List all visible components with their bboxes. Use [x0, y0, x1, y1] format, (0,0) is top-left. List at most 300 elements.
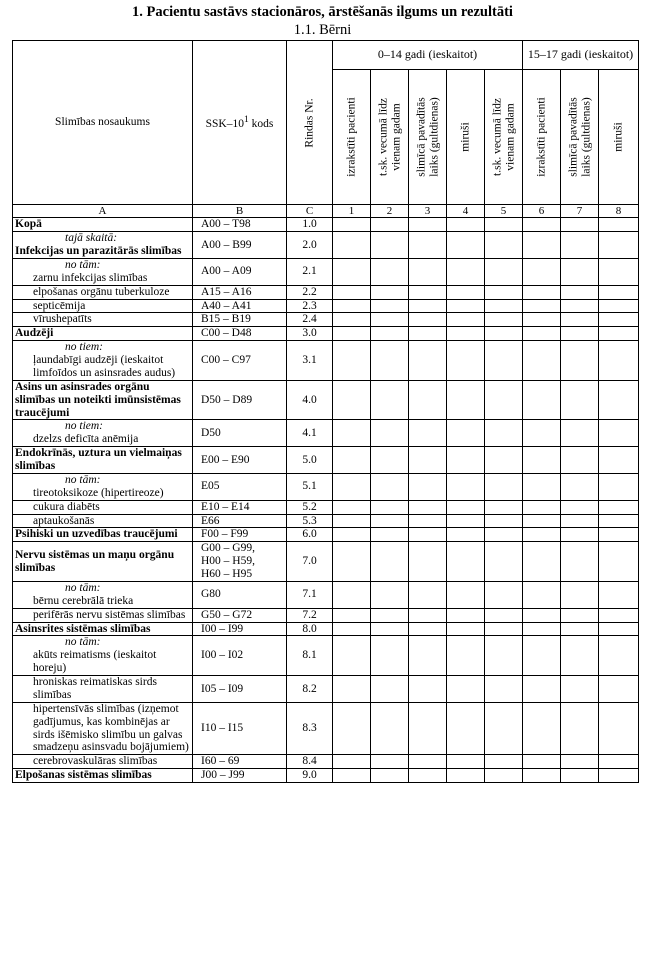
data-entry-cell[interactable] — [409, 327, 447, 341]
data-entry-cell[interactable] — [599, 608, 639, 622]
data-entry-cell[interactable] — [561, 702, 599, 755]
table-row — [13, 755, 639, 769]
table-row — [13, 313, 639, 327]
disease-name: dzelzs deficīta anēmija — [33, 433, 139, 446]
data-entry-cell[interactable] — [333, 447, 371, 474]
data-entry-cell[interactable] — [485, 380, 523, 420]
data-entry-cell[interactable] — [447, 447, 485, 474]
data-entry-cell[interactable] — [333, 702, 371, 755]
data-entry-cell[interactable] — [447, 341, 485, 381]
data-entry-cell[interactable] — [371, 676, 409, 703]
data-entry-cell[interactable] — [599, 285, 639, 299]
disease-name: Kopā — [15, 218, 42, 231]
data-entry-cell[interactable] — [371, 380, 409, 420]
data-entry-cell[interactable] — [333, 313, 371, 327]
icd-code-cell: A00 – A09 — [193, 258, 287, 285]
statistics-table — [12, 40, 639, 783]
data-entry-cell[interactable] — [409, 473, 447, 500]
row-number-cell: 7.0 — [287, 542, 333, 582]
data-entry-cell[interactable] — [485, 702, 523, 755]
data-entry-cell[interactable] — [409, 581, 447, 608]
data-entry-cell[interactable] — [485, 420, 523, 447]
data-entry-cell[interactable] — [333, 769, 371, 783]
data-entry-cell[interactable] — [561, 608, 599, 622]
data-entry-cell[interactable] — [523, 581, 561, 608]
disease-name-cell — [13, 542, 193, 582]
data-entry-cell[interactable] — [599, 581, 639, 608]
table-row — [13, 500, 639, 514]
table-row — [13, 447, 639, 474]
data-entry-cell[interactable] — [599, 313, 639, 327]
data-entry-cell[interactable] — [523, 500, 561, 514]
header-col-label: izrakstīti pacienti — [535, 97, 548, 177]
data-entry-cell[interactable] — [409, 299, 447, 313]
data-entry-cell[interactable] — [447, 299, 485, 313]
data-entry-cell[interactable] — [447, 232, 485, 259]
icd-code-cell: G80 — [193, 581, 287, 608]
data-entry-cell[interactable] — [485, 327, 523, 341]
data-entry-cell[interactable] — [599, 232, 639, 259]
data-entry-cell[interactable] — [409, 636, 447, 676]
column-number: 3 — [409, 205, 447, 218]
data-entry-cell[interactable] — [333, 380, 371, 420]
data-entry-cell[interactable] — [523, 420, 561, 447]
data-entry-cell[interactable] — [485, 636, 523, 676]
data-entry-cell[interactable] — [523, 232, 561, 259]
data-entry-cell[interactable] — [523, 258, 561, 285]
data-entry-cell[interactable] — [447, 581, 485, 608]
data-entry-cell[interactable] — [409, 447, 447, 474]
data-entry-cell[interactable] — [523, 313, 561, 327]
icd-code-cell: E00 – E90 — [193, 447, 287, 474]
data-entry-cell[interactable] — [409, 702, 447, 755]
data-entry-cell[interactable] — [447, 636, 485, 676]
icd-code-cell: A15 – A16 — [193, 285, 287, 299]
data-entry-cell[interactable] — [561, 528, 599, 542]
data-entry-cell[interactable] — [523, 341, 561, 381]
data-entry-cell[interactable] — [371, 447, 409, 474]
data-entry-cell[interactable] — [333, 327, 371, 341]
data-entry-cell[interactable] — [409, 380, 447, 420]
data-entry-cell[interactable] — [523, 636, 561, 676]
data-entry-cell[interactable] — [523, 702, 561, 755]
data-entry-cell[interactable] — [333, 299, 371, 313]
data-entry-cell[interactable] — [485, 299, 523, 313]
data-entry-cell[interactable] — [599, 447, 639, 474]
data-entry-cell[interactable] — [485, 622, 523, 636]
data-entry-cell[interactable] — [599, 218, 639, 232]
data-entry-cell[interactable] — [599, 258, 639, 285]
data-entry-cell[interactable] — [409, 514, 447, 528]
header-col-2 — [371, 70, 409, 205]
data-entry-cell[interactable] — [523, 299, 561, 313]
header-col-label: izrakstīti pacienti — [345, 97, 358, 177]
icd-code-cell: C00 – C97 — [193, 341, 287, 381]
icd-code-cell: A40 – A41 — [193, 299, 287, 313]
data-entry-cell[interactable] — [371, 528, 409, 542]
icd-code-cell: D50 – D89 — [193, 380, 287, 420]
disease-name-cell — [13, 473, 193, 500]
data-entry-cell[interactable] — [485, 514, 523, 528]
data-entry-cell[interactable] — [333, 608, 371, 622]
data-entry-cell[interactable] — [561, 500, 599, 514]
data-entry-cell[interactable] — [409, 528, 447, 542]
data-entry-cell[interactable] — [599, 327, 639, 341]
table-row — [13, 420, 639, 447]
data-entry-cell[interactable] — [485, 769, 523, 783]
data-entry-cell[interactable] — [561, 341, 599, 381]
data-entry-cell[interactable] — [447, 420, 485, 447]
data-entry-cell[interactable] — [485, 676, 523, 703]
data-entry-cell[interactable] — [333, 622, 371, 636]
data-entry-cell[interactable] — [561, 542, 599, 582]
data-entry-cell[interactable] — [371, 420, 409, 447]
header-col-7 — [561, 70, 599, 205]
data-entry-cell[interactable] — [523, 755, 561, 769]
data-entry-cell[interactable] — [599, 341, 639, 381]
row-number-cell: 2.2 — [287, 285, 333, 299]
table-row — [13, 542, 639, 582]
data-entry-cell[interactable] — [523, 447, 561, 474]
header-name: Slimības nosaukums — [13, 41, 193, 205]
disease-name: ļaundabīgi audzēji (ieskaitot limfoīdos un asinsrades audus) — [33, 354, 176, 379]
data-entry-cell[interactable] — [447, 608, 485, 622]
data-entry-cell[interactable] — [409, 676, 447, 703]
data-entry-cell[interactable] — [485, 341, 523, 381]
data-entry-cell[interactable] — [561, 232, 599, 259]
data-entry-cell[interactable] — [561, 313, 599, 327]
icd-code-cell: A00 – T98 — [193, 218, 287, 232]
data-entry-cell[interactable] — [371, 218, 409, 232]
data-entry-cell[interactable] — [447, 380, 485, 420]
data-entry-cell[interactable] — [447, 285, 485, 299]
data-entry-cell[interactable] — [561, 218, 599, 232]
data-entry-cell[interactable] — [523, 473, 561, 500]
column-number: 4 — [447, 205, 485, 218]
data-entry-cell[interactable] — [409, 232, 447, 259]
disease-name-cell — [13, 676, 193, 703]
table-row — [13, 608, 639, 622]
data-entry-cell[interactable] — [371, 702, 409, 755]
disease-name: cerebrovaskulāras slimības — [33, 755, 158, 768]
column-number: 5 — [485, 205, 523, 218]
data-entry-cell[interactable] — [485, 608, 523, 622]
data-entry-cell[interactable] — [371, 755, 409, 769]
icd-code-cell: I00 – I02 — [193, 636, 287, 676]
disease-name: septicēmija — [33, 299, 86, 312]
data-entry-cell[interactable] — [599, 702, 639, 755]
data-entry-cell[interactable] — [561, 676, 599, 703]
data-entry-cell[interactable] — [523, 608, 561, 622]
disease-name-cell — [13, 500, 193, 514]
data-entry-cell[interactable] — [561, 622, 599, 636]
data-entry-cell[interactable] — [333, 755, 371, 769]
data-entry-cell[interactable] — [447, 755, 485, 769]
data-entry-cell[interactable] — [561, 380, 599, 420]
data-entry-cell[interactable] — [409, 420, 447, 447]
header-col-label: slimīcā pavadītās laiks (gultdienas) — [414, 97, 440, 177]
column-number: 6 — [523, 205, 561, 218]
data-entry-cell[interactable] — [523, 676, 561, 703]
data-entry-cell[interactable] — [561, 769, 599, 783]
data-entry-cell[interactable] — [485, 232, 523, 259]
data-entry-cell[interactable] — [371, 622, 409, 636]
data-entry-cell[interactable] — [409, 769, 447, 783]
row-number-cell: 2.1 — [287, 258, 333, 285]
data-entry-cell[interactable] — [561, 285, 599, 299]
data-entry-cell[interactable] — [371, 341, 409, 381]
disease-name: perifērās nervu sistēmas slimības — [33, 608, 186, 621]
icd-code-cell: J00 – J99 — [193, 769, 287, 783]
data-entry-cell[interactable] — [599, 380, 639, 420]
data-entry-cell[interactable] — [599, 636, 639, 676]
icd-code-cell: B15 – B19 — [193, 313, 287, 327]
disease-name-cell — [13, 327, 193, 341]
icd-code-cell: I60 – 69 — [193, 755, 287, 769]
data-entry-cell[interactable] — [333, 285, 371, 299]
data-entry-cell[interactable] — [485, 313, 523, 327]
data-entry-cell[interactable] — [333, 420, 371, 447]
data-entry-cell[interactable] — [447, 702, 485, 755]
data-entry-cell[interactable] — [599, 299, 639, 313]
data-entry-cell[interactable] — [523, 285, 561, 299]
data-entry-cell[interactable] — [447, 313, 485, 327]
column-number: 1 — [333, 205, 371, 218]
data-entry-cell[interactable] — [447, 542, 485, 582]
row-note: no tām: — [65, 581, 101, 594]
table-row — [13, 341, 639, 381]
data-entry-cell[interactable] — [333, 528, 371, 542]
data-entry-cell[interactable] — [523, 542, 561, 582]
row-number-cell: 3.1 — [287, 341, 333, 381]
icd-code-cell: G50 – G72 — [193, 608, 287, 622]
data-entry-cell[interactable] — [333, 473, 371, 500]
data-entry-cell[interactable] — [409, 542, 447, 582]
data-entry-cell[interactable] — [333, 636, 371, 676]
table-row — [13, 676, 639, 703]
data-entry-cell[interactable] — [333, 514, 371, 528]
data-entry-cell[interactable] — [561, 636, 599, 676]
disease-name: zarnu infekcijas slimības — [33, 271, 148, 284]
data-entry-cell[interactable] — [561, 581, 599, 608]
table-row — [13, 581, 639, 608]
data-entry-cell[interactable] — [485, 447, 523, 474]
data-entry-cell[interactable] — [371, 473, 409, 500]
icd-code-cell: I05 – I09 — [193, 676, 287, 703]
data-entry-cell[interactable] — [409, 313, 447, 327]
disease-name: Psihiski un uzvedības traucējumi — [15, 528, 178, 541]
disease-name-cell — [13, 514, 193, 528]
data-entry-cell[interactable] — [409, 500, 447, 514]
disease-name: Infekcijas un parazitārās slimības — [15, 245, 182, 258]
row-number-cell: 8.1 — [287, 636, 333, 676]
data-entry-cell[interactable] — [485, 285, 523, 299]
row-number-cell: 7.2 — [287, 608, 333, 622]
data-entry-cell[interactable] — [485, 581, 523, 608]
data-entry-cell[interactable] — [523, 514, 561, 528]
disease-name: vīrushepatīts — [33, 313, 92, 326]
data-entry-cell[interactable] — [485, 755, 523, 769]
disease-name-cell — [13, 755, 193, 769]
data-entry-cell[interactable] — [561, 447, 599, 474]
disease-name-cell — [13, 702, 193, 755]
data-entry-cell[interactable] — [409, 755, 447, 769]
data-entry-cell[interactable] — [599, 500, 639, 514]
data-entry-cell[interactable] — [371, 299, 409, 313]
data-entry-cell[interactable] — [561, 473, 599, 500]
disease-name-cell — [13, 285, 193, 299]
data-entry-cell[interactable] — [371, 327, 409, 341]
icd-code-cell: D50 — [193, 420, 287, 447]
data-entry-cell[interactable] — [561, 258, 599, 285]
table-row — [13, 218, 639, 232]
row-note: no tām: — [65, 636, 101, 649]
data-entry-cell[interactable] — [409, 285, 447, 299]
data-entry-cell[interactable] — [561, 755, 599, 769]
header-col-label: miruši — [459, 122, 472, 152]
data-entry-cell[interactable] — [447, 676, 485, 703]
data-entry-cell[interactable] — [561, 327, 599, 341]
table-row — [13, 769, 639, 783]
data-entry-cell[interactable] — [599, 755, 639, 769]
data-entry-cell[interactable] — [523, 769, 561, 783]
data-entry-cell[interactable] — [599, 676, 639, 703]
row-number-cell: 2.3 — [287, 299, 333, 313]
data-entry-cell[interactable] — [409, 218, 447, 232]
data-entry-cell[interactable] — [485, 542, 523, 582]
table-row — [13, 380, 639, 420]
data-entry-cell[interactable] — [599, 769, 639, 783]
data-entry-cell[interactable] — [371, 500, 409, 514]
disease-name: aptaukošanās — [33, 514, 95, 527]
data-entry-cell[interactable] — [599, 528, 639, 542]
row-number-cell: 4.0 — [287, 380, 333, 420]
data-entry-cell[interactable] — [371, 313, 409, 327]
data-entry-cell[interactable] — [447, 769, 485, 783]
header-code — [193, 41, 287, 205]
data-entry-cell[interactable] — [333, 542, 371, 582]
data-entry-cell[interactable] — [447, 218, 485, 232]
data-entry-cell[interactable] — [561, 514, 599, 528]
data-entry-cell[interactable] — [371, 258, 409, 285]
disease-name-cell — [13, 581, 193, 608]
data-entry-cell[interactable] — [371, 636, 409, 676]
data-entry-cell[interactable] — [333, 258, 371, 285]
column-letter: C — [287, 205, 333, 218]
row-number-cell: 5.1 — [287, 473, 333, 500]
data-entry-cell[interactable] — [371, 581, 409, 608]
data-entry-cell[interactable] — [599, 473, 639, 500]
data-entry-cell[interactable] — [485, 473, 523, 500]
row-note: no tām: — [65, 473, 101, 486]
column-number: 7 — [561, 205, 599, 218]
disease-name-cell — [13, 447, 193, 474]
data-entry-cell[interactable] — [523, 622, 561, 636]
data-entry-cell[interactable] — [447, 514, 485, 528]
disease-name-cell — [13, 341, 193, 381]
data-entry-cell[interactable] — [371, 514, 409, 528]
table-row — [13, 473, 639, 500]
data-entry-cell[interactable] — [333, 341, 371, 381]
data-entry-cell[interactable] — [447, 622, 485, 636]
data-entry-cell[interactable] — [523, 218, 561, 232]
row-number-cell: 8.0 — [287, 622, 333, 636]
table-row — [13, 528, 639, 542]
table-row — [13, 514, 639, 528]
data-entry-cell[interactable] — [333, 581, 371, 608]
disease-name: akūts reimatisms (ieskaitot horeju) — [33, 649, 157, 675]
data-entry-cell[interactable] — [371, 232, 409, 259]
row-number-cell: 5.0 — [287, 447, 333, 474]
data-entry-cell[interactable] — [409, 258, 447, 285]
header-col-label: t.sk. vecumā līdz vienam gadam — [376, 98, 402, 176]
icd-code-cell: G00 – G99, H00 – H59, H60 – H95 — [193, 542, 287, 582]
data-entry-cell[interactable] — [333, 500, 371, 514]
data-entry-cell[interactable] — [409, 622, 447, 636]
data-entry-cell[interactable] — [523, 327, 561, 341]
row-number-cell: 5.2 — [287, 500, 333, 514]
disease-name: elpošanas orgānu tuberkuloze — [33, 285, 170, 298]
column-letter: B — [193, 205, 287, 218]
data-entry-cell[interactable] — [371, 285, 409, 299]
row-number-cell: 8.2 — [287, 676, 333, 703]
header-row-number-label: Rindas Nr. — [303, 97, 316, 148]
disease-name-cell — [13, 622, 193, 636]
data-entry-cell[interactable] — [409, 341, 447, 381]
data-entry-cell[interactable] — [599, 514, 639, 528]
column-letter: A — [13, 205, 193, 218]
data-entry-cell[interactable] — [561, 420, 599, 447]
header-col-1 — [333, 70, 371, 205]
icd-code-cell: E05 — [193, 473, 287, 500]
disease-name: cukura diabēts — [33, 500, 100, 513]
data-entry-cell[interactable] — [523, 528, 561, 542]
data-entry-cell[interactable] — [371, 769, 409, 783]
data-entry-cell[interactable] — [447, 500, 485, 514]
data-entry-cell[interactable] — [371, 608, 409, 622]
data-entry-cell[interactable] — [599, 420, 639, 447]
disease-name-cell — [13, 608, 193, 622]
data-entry-cell[interactable] — [447, 327, 485, 341]
data-entry-cell[interactable] — [599, 622, 639, 636]
data-entry-cell[interactable] — [523, 380, 561, 420]
data-entry-cell[interactable] — [409, 608, 447, 622]
row-note: no tiem: — [65, 341, 104, 354]
data-entry-cell[interactable] — [333, 218, 371, 232]
data-entry-cell[interactable] — [561, 299, 599, 313]
data-entry-cell[interactable] — [485, 258, 523, 285]
header-group-15-17: 15–17 gadi (ieskaitot) — [523, 41, 639, 70]
disease-name: Asins un asinsrades orgānu slimības un noteikti imūnsistēmas traucējumi — [15, 380, 181, 419]
data-entry-cell[interactable] — [371, 542, 409, 582]
disease-name-cell — [13, 313, 193, 327]
data-entry-cell[interactable] — [485, 528, 523, 542]
data-entry-cell[interactable] — [333, 232, 371, 259]
header-col-label: slimīcā pavadītās laiks (gultdienas) — [566, 97, 592, 177]
header-col-5 — [485, 70, 523, 205]
data-entry-cell[interactable] — [485, 218, 523, 232]
data-entry-cell[interactable] — [447, 528, 485, 542]
data-entry-cell[interactable] — [485, 500, 523, 514]
table-row — [13, 636, 639, 676]
data-entry-cell[interactable] — [333, 676, 371, 703]
data-entry-cell[interactable] — [447, 258, 485, 285]
data-entry-cell[interactable] — [599, 542, 639, 582]
disease-name: Nervu sistēmas un maņu orgānu slimības — [15, 548, 175, 574]
disease-name-cell — [13, 380, 193, 420]
table-row — [13, 327, 639, 341]
data-entry-cell[interactable] — [447, 473, 485, 500]
